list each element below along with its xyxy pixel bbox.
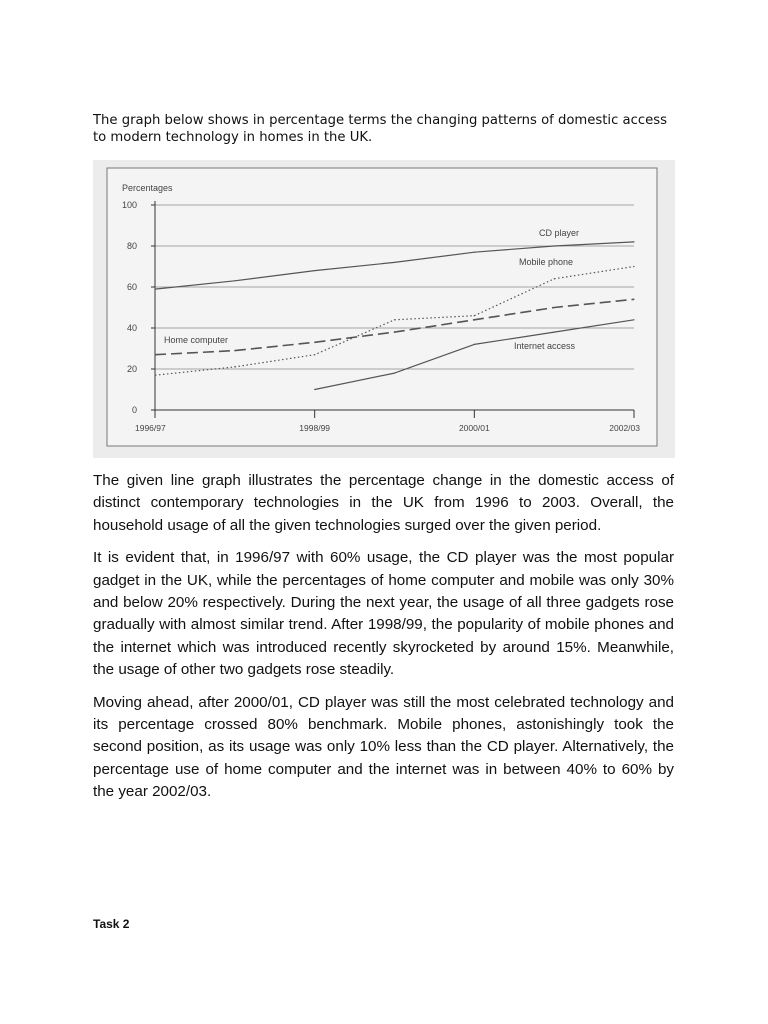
essay-paragraph-3: Moving ahead, after 2000/01, CD player was still the most celebrated technology and its percentage crossed 80% benchmark. Mobile phones, astonishingly took the second position, as its usage was only 10% less than the CD player. Alternatively, the percentage use of home computer and the internet was in between 40% to 60% by the year 2002/03.	[93, 693, 674, 801]
data-point	[554, 332, 555, 333]
data-point	[554, 278, 555, 279]
data-point	[474, 252, 475, 253]
task-intro: The graph below shows in percentage terms the changing patterns of domestic access to modern technology in homes in the UK.	[93, 113, 667, 145]
data-point	[633, 299, 634, 300]
data-point	[474, 315, 475, 316]
x-tick-label: 1998/99	[299, 423, 331, 433]
series-label-cd-player: CD player	[539, 228, 580, 238]
y-tick-label: 20	[126, 364, 137, 374]
line-chart-svg	[93, 160, 675, 458]
data-point	[314, 342, 315, 343]
plot-panel	[107, 168, 657, 446]
y-tick-label: 40	[126, 323, 137, 333]
data-point	[314, 389, 315, 390]
x-tick-label: 2002/03	[609, 423, 640, 433]
task-heading: Task 2	[93, 917, 130, 931]
series-label-internet-access: Internet access	[514, 341, 576, 351]
data-point	[554, 307, 555, 308]
data-point	[234, 366, 235, 367]
y-tick-label: 100	[121, 200, 137, 210]
data-point	[234, 350, 235, 351]
data-point	[154, 289, 155, 290]
data-point	[394, 373, 395, 374]
data-point	[633, 241, 634, 242]
y-tick-label: 60	[126, 282, 137, 292]
data-point	[394, 319, 395, 320]
essay	[93, 470, 674, 814]
data-point	[314, 270, 315, 271]
data-point	[554, 245, 555, 246]
data-point	[633, 319, 634, 320]
line-chart	[93, 160, 675, 458]
data-point	[474, 319, 475, 320]
x-tick-label: 1996/97	[135, 423, 166, 433]
data-point	[314, 354, 315, 355]
data-point	[474, 344, 475, 345]
y-tick-label: 80	[126, 241, 137, 251]
series-label-mobile-phone: Mobile phone	[519, 257, 574, 267]
y-tick-label: 0	[131, 405, 137, 415]
data-point	[394, 332, 395, 333]
data-point	[234, 280, 235, 281]
essay-paragraph-1: The given line graph illustrates the percentage change in the domestic access of distinct contemporary technologies in the UK from 1996 to 2003. Overall, the household usage of all the given technologies surged over the given period.	[93, 472, 674, 534]
y-axis-label: Percentages	[122, 183, 173, 193]
series-label-home-computer: Home computer	[164, 335, 229, 345]
essay-paragraph-2: It is evident that, in 1996/97 with 60% usage, the CD player was the most popular gadget in the UK, while the percentages of home computer and mobile was only 30% and below 20% respectively. During the next year, the usage of all three gadgets rose gradually with almost similar trend. After 1998/99, the popularity of mobile phones and the internet which was introduced recently skyrocketed by around 15%. Meanwhile, the usage of other two gadgets rose steadily.	[93, 549, 674, 679]
data-point	[154, 354, 155, 355]
data-point	[394, 262, 395, 263]
x-tick-label: 2000/01	[458, 423, 490, 433]
data-point	[154, 375, 155, 376]
data-point	[633, 266, 634, 267]
